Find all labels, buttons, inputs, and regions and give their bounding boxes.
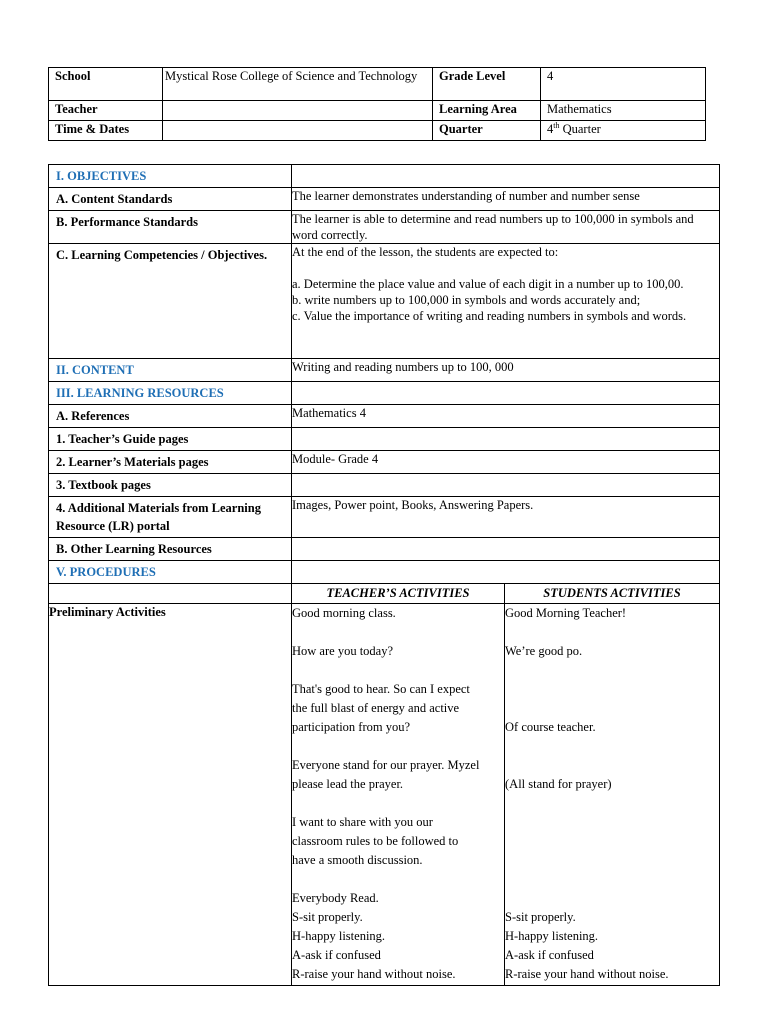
teachers-guide-value — [292, 428, 720, 451]
teacher-activity-line: A-ask if confused — [292, 948, 381, 962]
student-activity-line — [505, 870, 717, 889]
competency-c: c. Value the importance of writing and reading numbers in symbols and words. — [292, 309, 687, 323]
competencies-intro: At the end of the lesson, the students are expected to: — [292, 245, 559, 259]
student-activity-line — [505, 851, 717, 870]
teacher-activity-line: I want to share with you our — [292, 815, 433, 829]
student-activity-line: (All stand for prayer) — [505, 777, 612, 791]
teacher-activity-line: participation from you? — [292, 720, 411, 734]
references-label: A. References — [49, 405, 292, 428]
student-activity-line — [505, 623, 717, 642]
teacher-activity-line: How are you today? — [292, 644, 394, 658]
quarter-number: 4 — [547, 122, 554, 136]
teacher-label: Teacher — [49, 101, 163, 121]
teacher-activity-line: Everybody Read. — [292, 891, 379, 905]
competencies-label: C. Learning Competencies / Objectives. — [49, 244, 292, 359]
teacher-activity-line: the full blast of energy and active — [292, 701, 460, 715]
content-heading: II. CONTENT — [49, 359, 292, 382]
learners-materials-value: Module- Grade 4 — [292, 451, 720, 474]
procedures-heading: V. PROCEDURES — [49, 561, 292, 584]
textbook-pages-label: 3. Textbook pages — [49, 474, 292, 497]
students-activities-cell — [505, 604, 720, 986]
textbook-pages-value — [292, 474, 720, 497]
grade-level-label: Grade Level — [433, 68, 541, 101]
student-activity-line: R-raise your hand without noise. — [505, 967, 669, 981]
student-activity-line — [505, 737, 717, 756]
student-activity-line — [505, 756, 717, 775]
teacher-value — [163, 101, 433, 121]
teacher-activity-line: R-raise your hand without noise. — [292, 967, 456, 981]
students-activities-list — [505, 604, 717, 984]
teacher-activity-line: H-happy listening. — [292, 929, 386, 943]
teacher-activity-line: classroom rules to be followed to — [292, 834, 459, 848]
teacher-activities-list — [292, 604, 502, 984]
quarter-value — [541, 121, 706, 141]
school-label: School — [49, 68, 163, 101]
student-activity-line — [505, 680, 717, 699]
student-activity-line — [505, 832, 717, 851]
teacher-activity-line: Good morning class. — [292, 606, 396, 620]
competencies-value — [292, 244, 720, 359]
performance-standards-label: B. Performance Standards — [49, 211, 292, 244]
teacher-activities-cell — [292, 604, 505, 986]
learners-materials-label: 2. Learner’s Materials pages — [49, 451, 292, 474]
teacher-activity-line — [292, 623, 502, 642]
competency-a: a. Determine the place value and value of each digit in a number up to 100,00. — [292, 277, 684, 291]
teacher-activity-line — [292, 870, 502, 889]
references-value: Mathematics 4 — [292, 405, 720, 428]
other-resources-value — [292, 538, 720, 561]
student-activity-line: We’re good po. — [505, 644, 583, 658]
student-activity-line: Good Morning Teacher! — [505, 606, 627, 620]
quarter-word: Quarter — [559, 122, 601, 136]
teacher-activity-line: Everyone stand for our prayer. Myzel — [292, 758, 480, 772]
teacher-activity-line: please lead the prayer. — [292, 777, 404, 791]
content-standards-label: A. Content Standards — [49, 188, 292, 211]
teacher-activity-line — [292, 737, 502, 756]
student-activity-line — [505, 813, 717, 832]
lesson-plan-table — [48, 164, 720, 986]
learning-area-value: Mathematics — [541, 101, 706, 121]
student-activity-line — [505, 699, 717, 718]
content-value: Writing and reading numbers up to 100, 000 — [292, 359, 720, 382]
additional-materials-label: 4. Additional Materials from Learning Resource (LR) portal — [49, 497, 292, 538]
teacher-activities-header: TEACHER’S ACTIVITIES — [292, 584, 505, 604]
students-activities-header: STUDENTS ACTIVITIES — [505, 584, 720, 604]
student-activity-line: S-sit properly. — [505, 910, 576, 924]
teacher-activity-line — [292, 661, 502, 680]
teacher-activity-line — [292, 794, 502, 813]
time-dates-label: Time & Dates — [49, 121, 163, 141]
content-standards-value: The learner demonstrates understanding of number and number sense — [292, 188, 720, 211]
quarter-label: Quarter — [433, 121, 541, 141]
teacher-activity-line: have a smooth discussion. — [292, 853, 423, 867]
lesson-header-table — [48, 67, 706, 141]
student-activity-line — [505, 794, 717, 813]
student-activity-line: H-happy listening. — [505, 929, 599, 943]
learning-resources-heading: III. LEARNING RESOURCES — [49, 382, 292, 405]
learning-area-label: Learning Area — [433, 101, 541, 121]
school-value: Mystical Rose College of Science and Technology — [163, 68, 433, 101]
objectives-heading: I. OBJECTIVES — [49, 165, 292, 188]
student-activity-line — [505, 661, 717, 680]
teacher-activity-line: S-sit properly. — [292, 910, 363, 924]
teachers-guide-label: 1. Teacher’s Guide pages — [49, 428, 292, 451]
competency-b: b. write numbers up to 100,000 in symbols and words accurately and; — [292, 293, 641, 307]
student-activity-line: Of course teacher. — [505, 720, 596, 734]
student-activity-line: A-ask if confused — [505, 948, 594, 962]
teacher-activity-line: That's good to hear. So can I expect — [292, 682, 470, 696]
performance-standards-value: The learner is able to determine and read numbers up to 100,000 in symbols and word correctly. — [292, 211, 720, 244]
quarter-ordinal: th — [553, 120, 560, 130]
preliminary-activities-label: Preliminary Activities — [49, 604, 292, 986]
grade-level-value: 4 — [541, 68, 706, 101]
other-resources-label: B. Other Learning Resources — [49, 538, 292, 561]
time-dates-value — [163, 121, 433, 141]
additional-materials-value: Images, Power point, Books, Answering Papers. — [292, 497, 720, 538]
student-activity-line — [505, 889, 717, 908]
